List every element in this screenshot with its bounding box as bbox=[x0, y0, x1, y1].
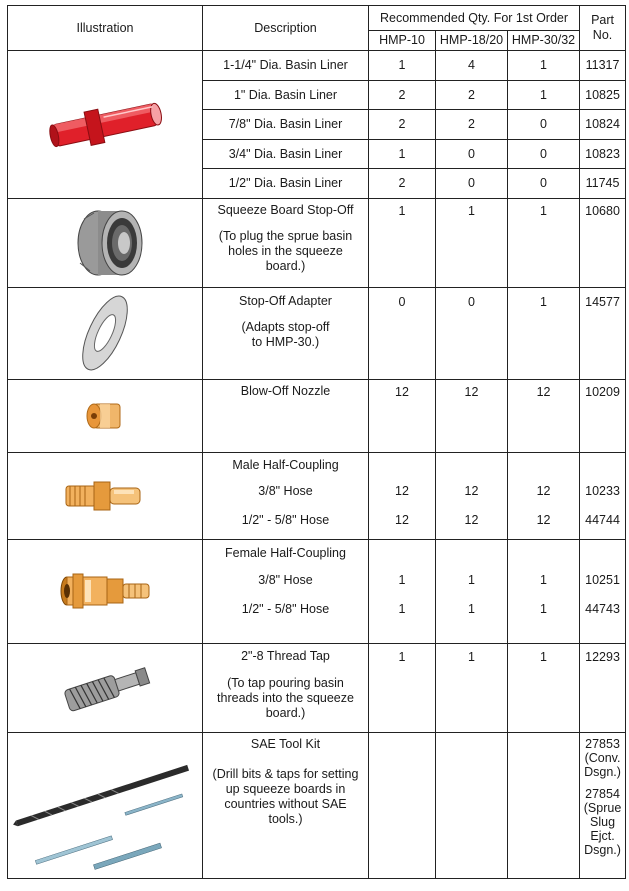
female-q2: 1 bbox=[468, 602, 475, 616]
nozzle-description bbox=[203, 379, 369, 452]
stop-off-note-line2: holes in the squeeze bbox=[228, 243, 343, 258]
liner-q3: 1 bbox=[508, 51, 580, 81]
liner-q2: 0 bbox=[436, 169, 508, 199]
drill-bits-icon bbox=[10, 740, 200, 870]
header-hmp10: HMP-10 bbox=[369, 30, 436, 50]
table-row bbox=[8, 643, 626, 732]
liner-q2: 4 bbox=[436, 51, 508, 81]
adapter-illustration bbox=[8, 287, 203, 379]
thread-tap-q2: 1 bbox=[436, 643, 508, 732]
header-description: Description bbox=[203, 6, 369, 51]
female-coupling-description bbox=[203, 539, 369, 643]
tool-kit-part1-l1: (Conv. bbox=[584, 750, 621, 765]
female-q2: 1 bbox=[468, 572, 475, 587]
thread-tap-note-line3: board.) bbox=[265, 705, 306, 720]
liner-q1: 1 bbox=[369, 139, 436, 169]
male-part: 44744 bbox=[585, 513, 620, 527]
header-illustration: Illustration bbox=[8, 6, 203, 51]
male-q3: 12 bbox=[536, 483, 551, 498]
thread-tap-description bbox=[203, 643, 369, 732]
liner-q3: 0 bbox=[508, 110, 580, 140]
male-q3: 12 bbox=[536, 513, 551, 527]
tool-kit-q2 bbox=[436, 732, 508, 878]
male-q2-cell bbox=[436, 452, 508, 539]
stop-off-q3: 1 bbox=[508, 198, 580, 287]
female-q3-cell bbox=[508, 539, 580, 643]
table-row bbox=[8, 287, 626, 379]
thread-tap-illustration bbox=[8, 643, 203, 732]
female-coupling-illustration bbox=[8, 539, 203, 643]
thread-tap-q1: 1 bbox=[369, 643, 436, 732]
table-row bbox=[8, 379, 626, 452]
stop-off-description bbox=[203, 198, 369, 287]
female-part-cell bbox=[580, 539, 626, 643]
adapter-note-line2: to HMP-30.) bbox=[251, 334, 320, 349]
liner-part: 10825 bbox=[580, 80, 626, 110]
liner-q2: 2 bbox=[436, 110, 508, 140]
stop-off-q2: 1 bbox=[436, 198, 508, 287]
table-row bbox=[8, 51, 626, 81]
stop-off-illustration bbox=[8, 198, 203, 287]
liner-desc: 1-1/4" Dia. Basin Liner bbox=[203, 51, 369, 81]
female-part: 10251 bbox=[585, 572, 620, 587]
male-coupling-title: Male Half-Coupling bbox=[232, 457, 339, 472]
female-part: 44743 bbox=[585, 602, 620, 616]
tool-kit-part1-l2: Dsgn.) bbox=[584, 764, 621, 779]
adapter-description bbox=[203, 287, 369, 379]
nozzle-icon bbox=[80, 396, 130, 436]
tool-kit-part1: 27853 bbox=[585, 736, 620, 751]
liner-q1: 2 bbox=[369, 110, 436, 140]
table-row bbox=[8, 198, 626, 287]
female-coupling-icon bbox=[55, 564, 155, 618]
male-q2: 12 bbox=[464, 483, 479, 498]
male-coupling-icon bbox=[60, 474, 150, 518]
tool-kit-parts bbox=[580, 732, 626, 878]
header-part-line1: Part bbox=[591, 13, 614, 27]
nozzle-q2: 12 bbox=[436, 379, 508, 452]
female-q1: 1 bbox=[398, 572, 406, 587]
tool-kit-note-line3: countries without SAE bbox=[224, 796, 347, 811]
male-row-desc: 1/2" - 5/8" Hose bbox=[241, 513, 330, 527]
male-q1: 12 bbox=[395, 483, 409, 498]
header-part-line2: No. bbox=[592, 28, 613, 42]
nozzle-q3: 12 bbox=[508, 379, 580, 452]
table-row bbox=[8, 539, 626, 643]
liner-q1: 1 bbox=[369, 51, 436, 81]
adapter-note-line1: (Adapts stop-off bbox=[241, 319, 330, 334]
tool-kit-note-line1: (Drill bits & taps for setting bbox=[212, 766, 359, 781]
tool-kit-part2-l1: (Sprue bbox=[583, 800, 622, 815]
basin-liner-icon bbox=[45, 84, 165, 164]
thread-tap-q3: 1 bbox=[508, 643, 580, 732]
stop-off-note-line3: board.) bbox=[265, 258, 306, 273]
liner-q2: 0 bbox=[436, 139, 508, 169]
adapter-q3: 1 bbox=[508, 287, 580, 379]
male-coupling-description bbox=[203, 452, 369, 539]
basin-liner-illustration bbox=[8, 51, 203, 199]
thread-tap-note-line2: threads into the squeeze bbox=[217, 690, 354, 705]
stop-off-note-line1: (To plug the sprue basin bbox=[218, 228, 353, 243]
male-q2: 12 bbox=[464, 513, 479, 527]
table-row bbox=[8, 732, 626, 878]
thread-tap-note-line1: (To tap pouring basin bbox=[227, 675, 344, 690]
thread-tap-part: 12293 bbox=[580, 643, 626, 732]
header-recommended: Recommended Qty. For 1st Order bbox=[369, 6, 580, 31]
nozzle-part: 10209 bbox=[580, 379, 626, 452]
female-q2-cell bbox=[436, 539, 508, 643]
stop-off-plug-icon bbox=[60, 203, 150, 283]
female-q1: 1 bbox=[398, 602, 406, 616]
tool-kit-note-line4: tools.) bbox=[268, 811, 303, 826]
male-q1: 12 bbox=[395, 513, 409, 527]
parts-table bbox=[7, 5, 626, 879]
adapter-title: Stop-Off Adapter bbox=[239, 293, 332, 308]
table-row bbox=[8, 452, 626, 539]
tool-kit-q1 bbox=[369, 732, 436, 878]
liner-q2: 2 bbox=[436, 80, 508, 110]
tool-kit-description bbox=[203, 732, 369, 878]
liner-part: 11317 bbox=[580, 51, 626, 81]
header-hmp30: HMP-30/32 bbox=[508, 30, 580, 50]
liner-q3: 1 bbox=[508, 80, 580, 110]
tool-kit-q3 bbox=[508, 732, 580, 878]
liner-desc: 1/2" Dia. Basin Liner bbox=[203, 169, 369, 199]
male-coupling-illustration bbox=[8, 452, 203, 539]
tool-kit-illustration bbox=[8, 732, 203, 878]
liner-part: 10824 bbox=[580, 110, 626, 140]
nozzle-q1: 12 bbox=[369, 379, 436, 452]
female-row-desc: 1/2" - 5/8" Hose bbox=[241, 602, 330, 616]
thread-tap-title: 2"-8 Thread Tap bbox=[241, 648, 330, 663]
tool-kit-note-line2: up squeeze boards in bbox=[225, 781, 346, 796]
adapter-part: 14577 bbox=[580, 287, 626, 379]
liner-desc: 7/8" Dia. Basin Liner bbox=[203, 110, 369, 140]
female-q3: 1 bbox=[540, 572, 547, 587]
liner-desc: 3/4" Dia. Basin Liner bbox=[203, 139, 369, 169]
stop-off-title: Squeeze Board Stop-Off bbox=[217, 202, 354, 217]
washer-icon bbox=[70, 291, 140, 375]
liner-part: 10823 bbox=[580, 139, 626, 169]
stop-off-part: 10680 bbox=[580, 198, 626, 287]
tool-kit-part2-l3: Ejct. bbox=[590, 828, 615, 843]
liner-part: 11745 bbox=[580, 169, 626, 199]
liner-q3: 0 bbox=[508, 139, 580, 169]
liner-desc: 1" Dia. Basin Liner bbox=[203, 80, 369, 110]
adapter-q2: 0 bbox=[436, 287, 508, 379]
nozzle-title: Blow-Off Nozzle bbox=[240, 383, 331, 398]
female-row-desc: 3/8" Hose bbox=[258, 572, 313, 587]
stop-off-q1: 1 bbox=[369, 198, 436, 287]
tool-kit-part2: 27854 bbox=[585, 786, 620, 801]
thread-tap-icon bbox=[55, 658, 155, 718]
tool-kit-part2-l4: Dsgn.) bbox=[584, 842, 621, 857]
liner-q1: 2 bbox=[369, 80, 436, 110]
tool-kit-part2-l2: Slug bbox=[590, 814, 616, 829]
liner-q3: 0 bbox=[508, 169, 580, 199]
liner-q1: 2 bbox=[369, 169, 436, 199]
adapter-q1: 0 bbox=[369, 287, 436, 379]
female-coupling-title: Female Half-Coupling bbox=[225, 545, 346, 560]
male-part-cell bbox=[580, 452, 626, 539]
male-q3-cell bbox=[508, 452, 580, 539]
header-part-no bbox=[580, 6, 626, 51]
header-hmp18: HMP-18/20 bbox=[436, 30, 508, 50]
male-row-desc: 3/8" Hose bbox=[258, 483, 313, 498]
tool-kit-title: SAE Tool Kit bbox=[250, 736, 321, 751]
male-part: 10233 bbox=[585, 483, 620, 498]
nozzle-illustration bbox=[8, 379, 203, 452]
female-q1-cell bbox=[369, 539, 436, 643]
male-q1-cell bbox=[369, 452, 436, 539]
female-q3: 1 bbox=[540, 602, 547, 616]
